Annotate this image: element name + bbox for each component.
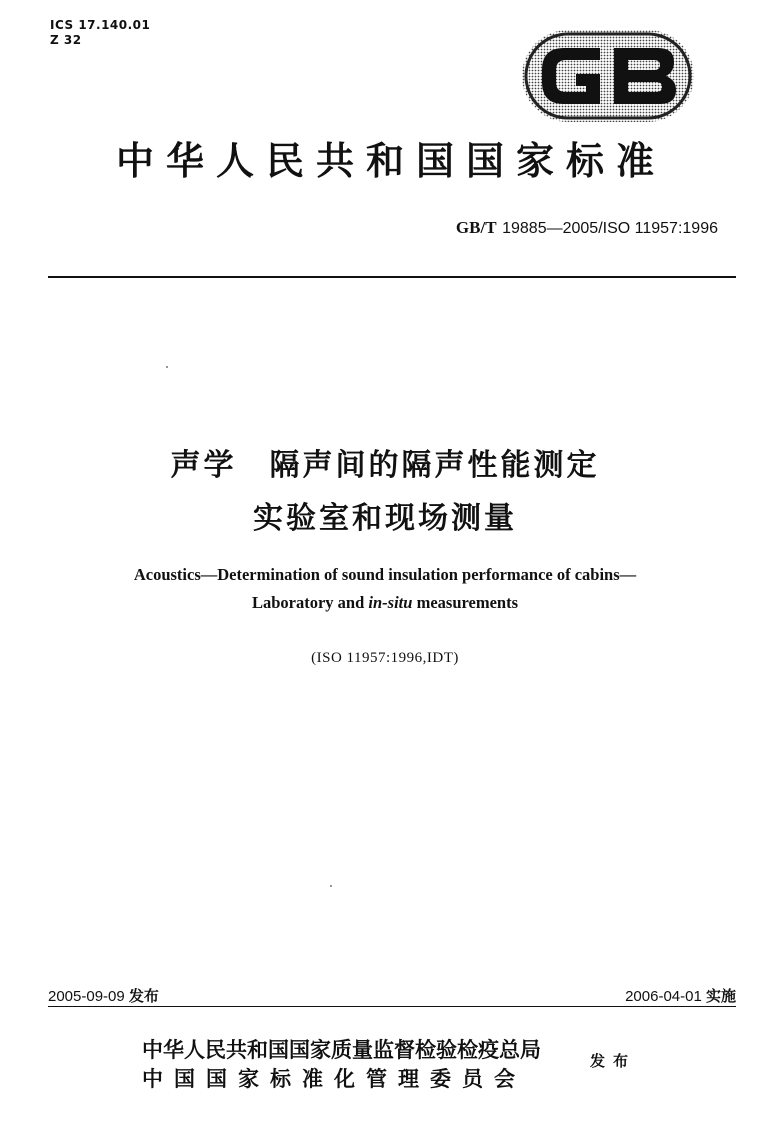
ics-number: ICS 17.140.01	[50, 18, 151, 32]
implement-date	[420, 985, 736, 1006]
scan-speck	[166, 366, 168, 368]
scan-speck	[330, 885, 332, 887]
document-title-cn-line1: 声学 隔声间的隔声性能测定	[170, 448, 600, 483]
ics-code-block	[50, 18, 150, 48]
standard-code-number: 19885—2005/ISO 11957:1996	[502, 220, 718, 237]
national-standard-title: 中华人民共和国国家标准	[115, 138, 666, 183]
bottom-divider	[48, 1006, 736, 1007]
implement-date-value: 2006-04-01	[625, 988, 702, 1005]
en-line2-post: measurements	[412, 593, 519, 612]
en-line2-italic: in-situ	[368, 593, 413, 612]
iso-equivalence: (ISO 11957:1996,IDT)	[311, 650, 459, 666]
issuer-line1: 中华人民共和国国家质量监督检验检疫总局	[142, 1037, 541, 1062]
standard-code	[0, 218, 718, 238]
en-line2-pre: Laboratory and	[251, 593, 369, 612]
publish-date	[48, 985, 159, 1006]
standard-code-prefix: GB/T	[455, 218, 497, 237]
document-title-en-line1: Acoustics—Determination of sound insulation performance of cabins—	[133, 565, 637, 584]
publish-date-value: 2005-09-09	[48, 988, 125, 1005]
gb-logo	[522, 30, 694, 122]
publish-date-label: 发布	[128, 987, 159, 1005]
ccs-number: Z 32	[50, 33, 82, 47]
top-divider	[48, 276, 736, 278]
document-title-cn-line2: 实验室和现场测量	[253, 501, 517, 536]
issuer-line2: 中国国家标准化管理委员会	[142, 1066, 526, 1091]
implement-date-label: 实施	[705, 987, 736, 1005]
document-title-en-line2	[0, 593, 770, 613]
gb-logo-text: GB	[522, 30, 524, 31]
issuer-action: 发布	[590, 1052, 637, 1070]
